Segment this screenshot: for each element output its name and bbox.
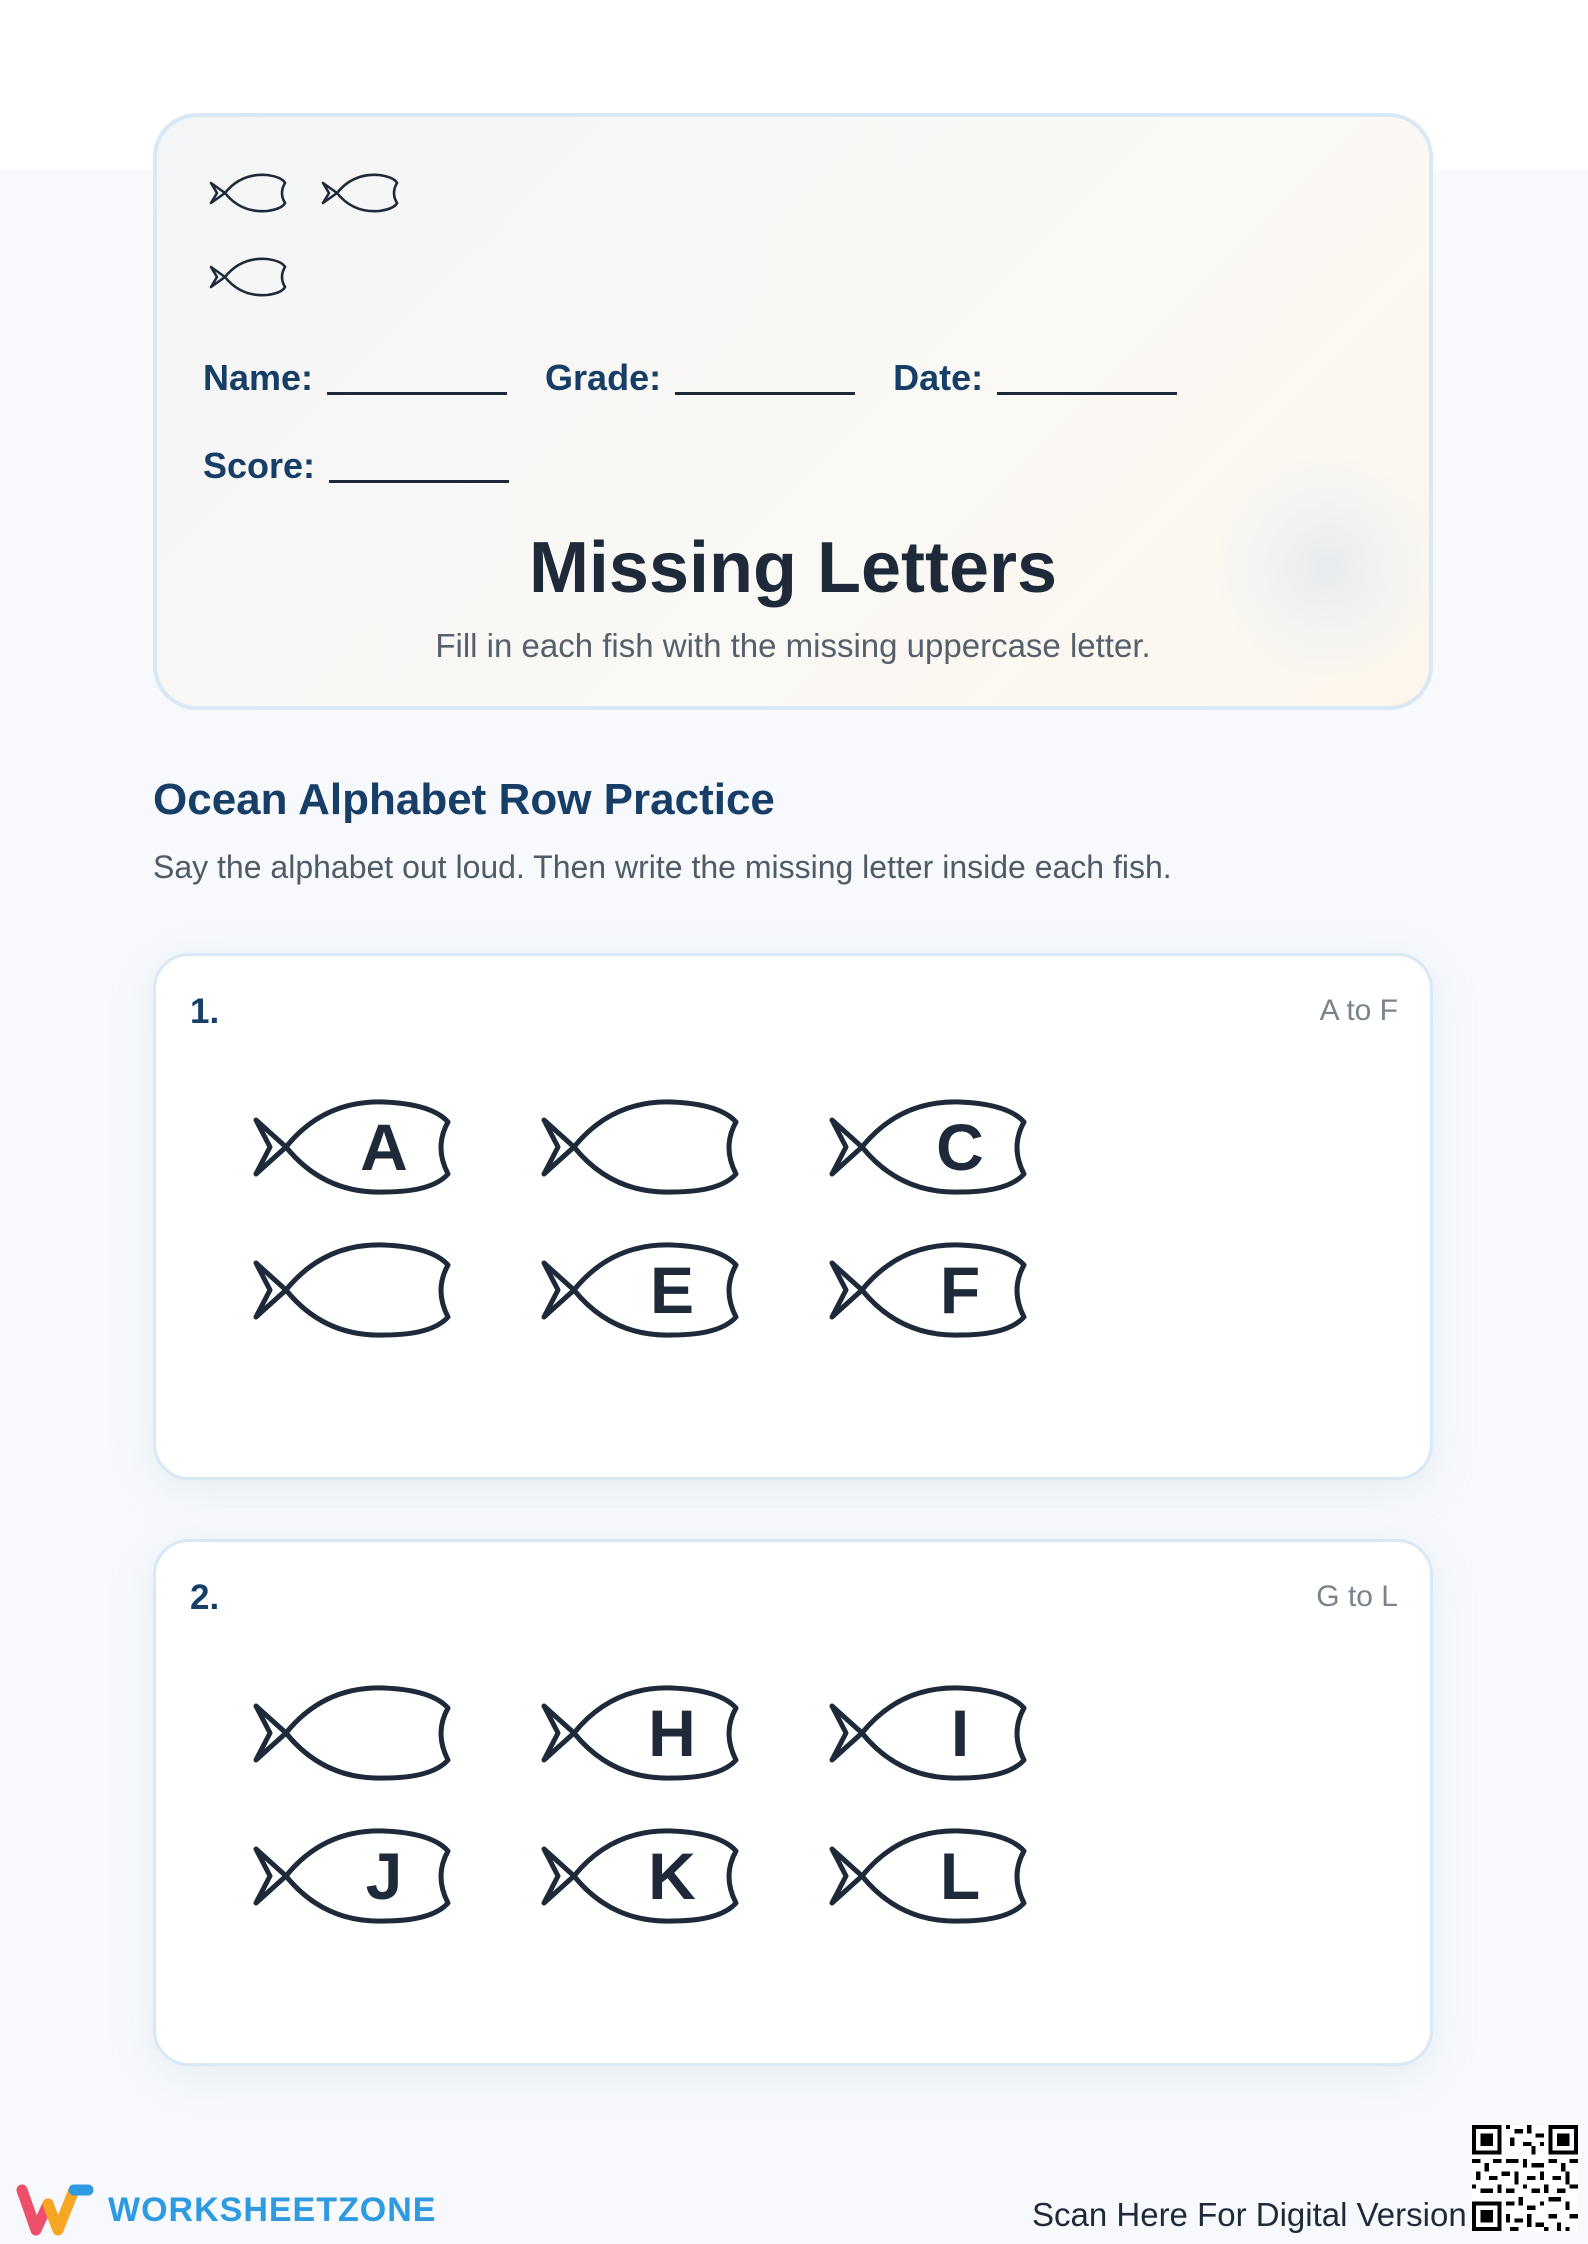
score-label: Score: xyxy=(203,445,316,486)
fish-letter-box xyxy=(532,1811,758,1941)
fish-letter-box xyxy=(820,1668,1046,1798)
fish-letter-box xyxy=(532,1668,758,1798)
question-number: 2. xyxy=(190,1578,220,1617)
fish-letter xyxy=(610,1082,734,1212)
header-card xyxy=(153,113,1433,710)
brand-name: WORKSHEETZONE xyxy=(108,2190,437,2229)
fish-blank-box[interactable] xyxy=(244,1225,470,1355)
score-field[interactable] xyxy=(203,445,509,487)
fish-blank-box[interactable] xyxy=(244,1668,470,1798)
score-blank-line[interactable] xyxy=(329,480,509,483)
fish-letter: H xyxy=(648,1696,696,1770)
qr-code-icon[interactable] xyxy=(1472,2125,1578,2231)
student-info-row xyxy=(203,357,1215,399)
fish-icon xyxy=(319,169,401,217)
scan-instruction: Scan Here For Digital Version xyxy=(1032,2196,1467,2233)
fish-blank-box[interactable] xyxy=(532,1082,758,1212)
fish-letter-box xyxy=(820,1811,1046,1941)
fish-letter: L xyxy=(939,1839,981,1913)
name-field[interactable] xyxy=(203,357,507,399)
fish-letter xyxy=(322,1668,446,1798)
grade-blank-line[interactable] xyxy=(675,392,855,395)
section-description: Say the alphabet out loud. Then write the missing letter inside each fish. xyxy=(153,849,1172,885)
logo-w-icon xyxy=(16,2182,96,2238)
fish-letter: K xyxy=(648,1839,696,1913)
score-row xyxy=(203,445,547,487)
fish-letter-box xyxy=(244,1082,470,1212)
fish-letter-box xyxy=(820,1082,1046,1212)
page-title: Missing Letters xyxy=(528,528,1058,608)
fish-letter: J xyxy=(365,1839,403,1913)
question-card xyxy=(153,953,1433,1480)
name-label: Name: xyxy=(203,357,314,398)
date-field[interactable] xyxy=(893,357,1177,399)
fish-icon xyxy=(207,253,289,301)
date-blank-line[interactable] xyxy=(997,392,1177,395)
fish-letter: C xyxy=(936,1110,984,1184)
fish-letter-box xyxy=(532,1225,758,1355)
question-range: G to L xyxy=(1316,1580,1398,1613)
worksheetzone-logo[interactable] xyxy=(16,2182,436,2238)
section-title: Ocean Alphabet Row Practice xyxy=(153,775,775,824)
fish-letter-box xyxy=(820,1225,1046,1355)
fish-icon xyxy=(207,169,289,217)
fish-letter xyxy=(322,1225,446,1355)
fish-letter: I xyxy=(950,1696,970,1770)
question-range: A to F xyxy=(1319,994,1398,1027)
grade-label: Grade: xyxy=(545,357,662,398)
grade-field[interactable] xyxy=(545,357,855,399)
fish-letter: A xyxy=(360,1110,408,1184)
fish-letter: E xyxy=(649,1253,695,1327)
fish-letter-box xyxy=(244,1811,470,1941)
question-number: 1. xyxy=(190,992,220,1031)
date-label: Date: xyxy=(893,357,984,398)
name-blank-line[interactable] xyxy=(327,392,507,395)
fish-letter: F xyxy=(939,1253,981,1327)
question-card xyxy=(153,1539,1433,2066)
page-subtitle: Fill in each fish with the missing uppercase letter. xyxy=(435,627,1151,664)
